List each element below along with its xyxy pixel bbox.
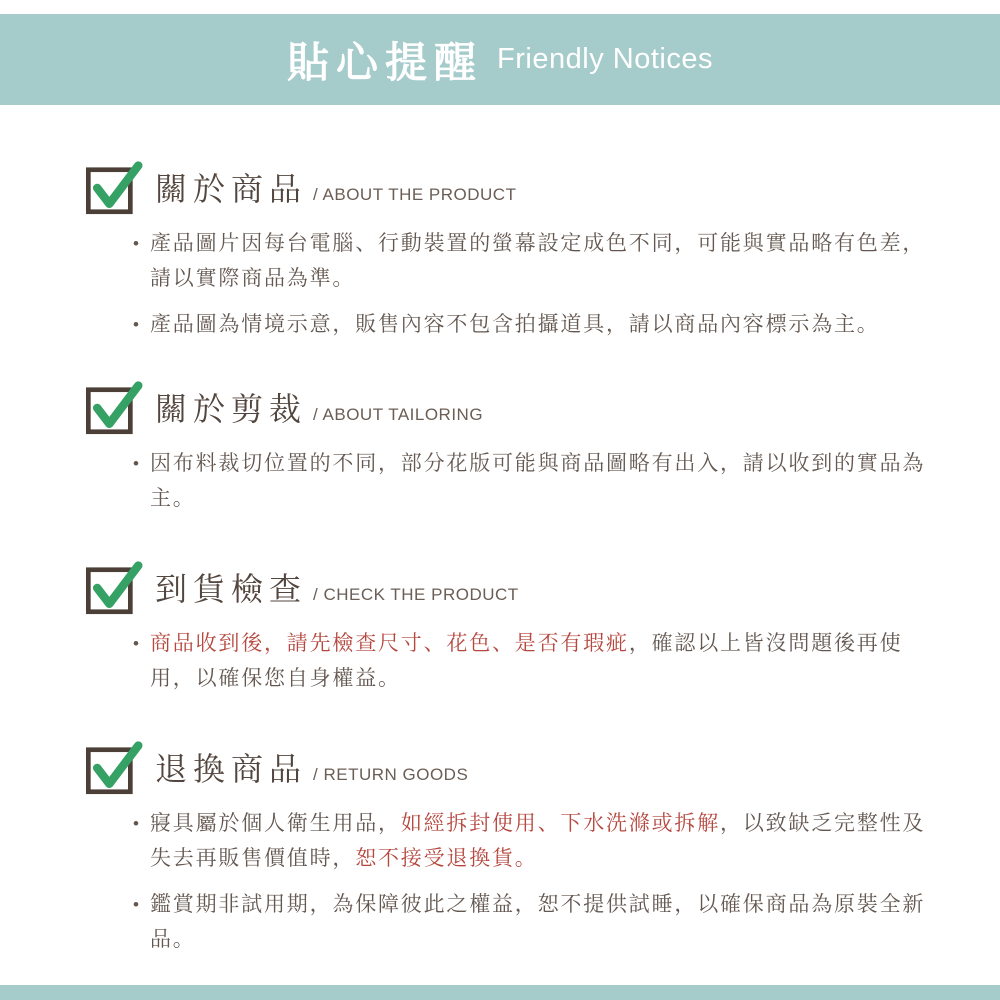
bullet-text-emphasis: 商品收到後，請先檢查尺寸、花色、是否有瑕疵 xyxy=(150,632,629,655)
bullet-text-emphasis: 恕不接受退換貨。 xyxy=(355,847,538,870)
bullet-text: 寢具屬於個人衛生用品， xyxy=(150,812,401,835)
checkbox-checked-icon xyxy=(85,159,143,215)
page-subtitle: Friendly Notices xyxy=(497,43,713,75)
bullet-list xyxy=(150,806,940,957)
bullet-list xyxy=(150,626,940,696)
checkbox-checked-icon xyxy=(85,559,143,615)
section-header xyxy=(85,738,945,796)
section-title-en: / RETURN GOODS xyxy=(313,765,469,784)
section-title xyxy=(155,384,483,430)
bullet-text: ，以致缺乏完整性及失去再販售價值時， xyxy=(150,812,926,870)
bullet-list xyxy=(150,446,940,516)
bullet-text: 產品圖為情境示意，販售內容不包含拍攝道具，請以商品內容標示為主。 xyxy=(150,313,880,336)
section-title-zh: 關於商品 xyxy=(155,171,308,207)
notice-section xyxy=(85,558,945,707)
section-title-en: / ABOUT THE PRODUCT xyxy=(313,185,517,204)
section-title-en: / ABOUT TAILORING xyxy=(313,405,484,424)
section-title xyxy=(155,744,468,790)
section-header xyxy=(85,378,945,436)
section-title-zh: 到貨檢查 xyxy=(155,571,308,607)
bullet-text: 因布料裁切位置的不同，部分花版可能與商品圖略有出入，請以收到的實品為主。 xyxy=(150,452,926,510)
bullet-text: ，確認以上皆沒問題後再使用，以確保您自身權益。 xyxy=(150,632,903,690)
bullet-item xyxy=(150,226,940,296)
bullet-list xyxy=(150,226,940,342)
section-title xyxy=(155,564,519,610)
bullet-item xyxy=(150,446,940,516)
page-title: 貼心提醒 xyxy=(287,38,484,86)
bullet-text: 產品圖片因每台電腦、行動裝置的螢幕設定成色不同，可能與實品略有色差，請以實際商品為準。 xyxy=(150,232,926,290)
notice-section xyxy=(85,738,945,968)
bullet-text-emphasis: 如經拆封使用、下水洗滌或拆解 xyxy=(400,812,721,835)
section-title-zh: 關於剪裁 xyxy=(155,391,308,427)
checkbox-checked-icon xyxy=(85,739,143,795)
bullet-item xyxy=(150,626,940,696)
checkbox-checked-icon xyxy=(85,379,143,435)
bullet-text: 鑑賞期非試用期，為保障彼此之權益，恕不提供試睡，以確保商品為原裝全新品。 xyxy=(150,893,926,951)
bullet-item xyxy=(150,307,940,342)
bullet-item xyxy=(150,806,940,876)
section-title xyxy=(155,164,516,210)
section-title-zh: 退換商品 xyxy=(155,751,308,787)
section-title-en: / CHECK THE PRODUCT xyxy=(313,585,519,604)
footer-bar xyxy=(0,985,1000,1000)
bullet-item xyxy=(150,887,940,957)
section-header xyxy=(85,158,945,216)
notice-section xyxy=(85,378,945,527)
section-header xyxy=(85,558,945,616)
notice-section xyxy=(85,158,945,353)
